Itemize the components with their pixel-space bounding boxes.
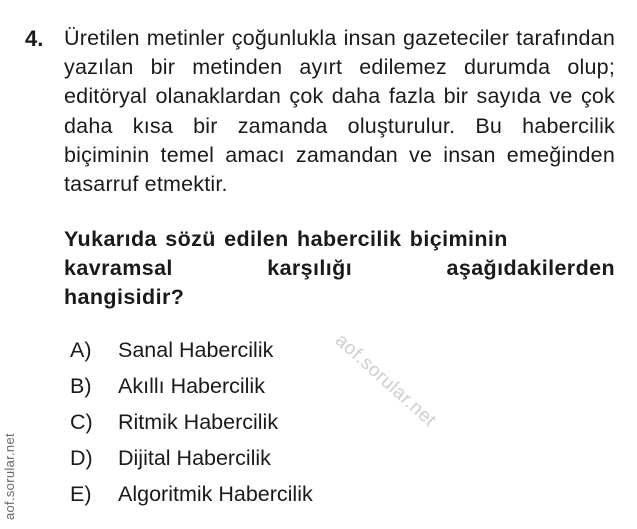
- answer-options: [70, 336, 313, 516]
- prompt-line-1: Yukarıda sözü edilen habercilik biçiminin: [64, 227, 508, 251]
- option-b[interactable]: [70, 372, 313, 408]
- option-text: Algoritmik Habercilik: [118, 482, 313, 506]
- prompt-line-3: hangisidir?: [64, 285, 185, 310]
- watermark-diagonal: aof.sorular.net: [330, 330, 441, 432]
- option-d[interactable]: [70, 444, 313, 480]
- option-text: Sanal Habercilik: [118, 338, 274, 362]
- option-letter: B): [70, 374, 92, 398]
- watermark-side: aof.sorular.net: [2, 433, 17, 520]
- option-letter: D): [70, 446, 93, 470]
- option-letter: C): [70, 410, 93, 434]
- option-a[interactable]: [70, 336, 313, 372]
- option-e[interactable]: [70, 480, 313, 516]
- prompt-line-2: kavramsal karşılığı aşağıdakilerden: [64, 256, 615, 281]
- option-letter: A): [70, 338, 92, 362]
- question-number: 4.: [25, 26, 44, 51]
- option-text: Dijital Habercilik: [118, 446, 271, 470]
- option-letter: E): [70, 482, 92, 506]
- option-c[interactable]: [70, 408, 313, 444]
- question-prompt: [64, 225, 615, 313]
- option-text: Akıllı Habercilik: [118, 374, 265, 398]
- option-text: Ritmik Habercilik: [118, 410, 279, 434]
- question-stem: Üretilen metinler çoğunlukla insan gazeteciler tarafından yazılan bir metinden ayırt edilemez durumda olup; editöryal olanaklardan çok daha fazla bir sayıda ve çok daha kısa bir zamanda oluşturulur. Bu habercilik biçiminin temel amacı zamandan ve insan emeğinden tasarruf etmektir.: [64, 26, 615, 197]
